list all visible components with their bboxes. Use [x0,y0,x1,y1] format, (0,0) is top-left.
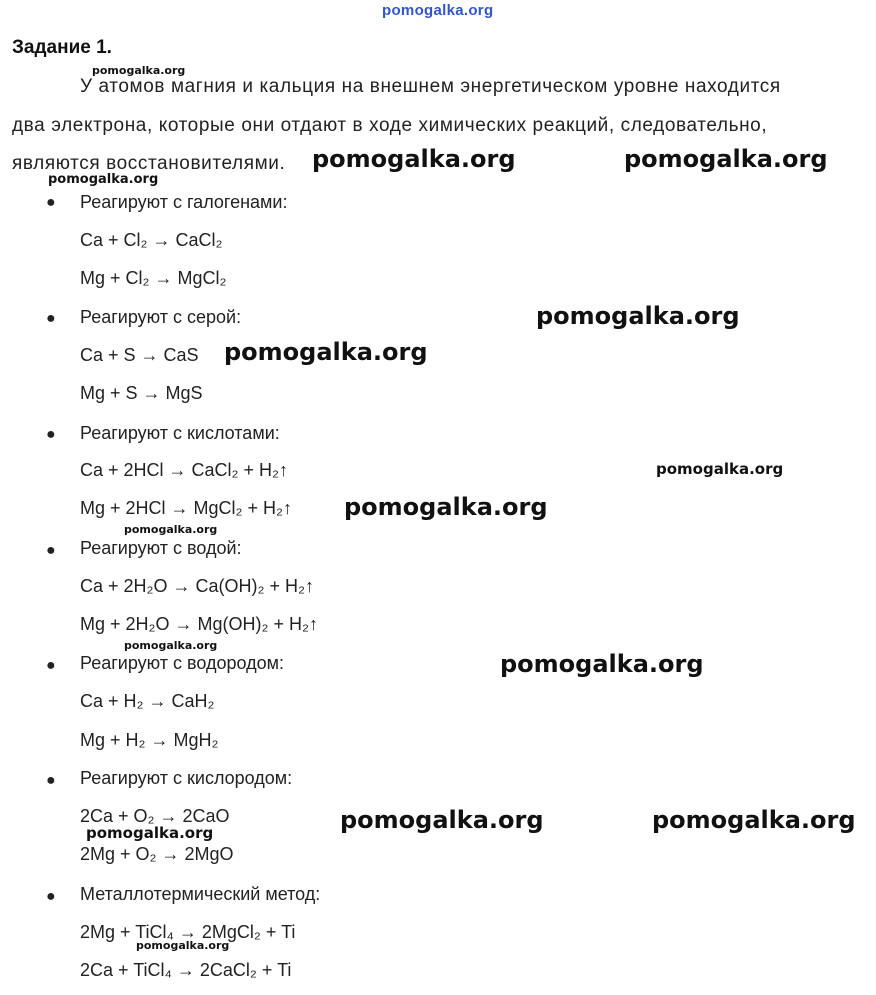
equation: 2Ca + TiCl₄ → 2CaCl₂ + Ti [80,960,292,980]
watermark: pomogalka.org [536,302,740,330]
bullet-icon: ● [46,542,56,559]
bullet-icon: ● [46,657,56,674]
section-heading-halogens: Реагируют с галогенами: [80,192,288,212]
equation: 2Ca + O₂ → 2CaO [80,806,230,826]
bullet-icon: ● [46,194,56,211]
equation: Mg + H₂ → MgH₂ [80,730,219,750]
watermark: pomogalka.org [656,460,784,478]
equation: Ca + 2H₂O → Ca(OH)₂ + H₂↑ [80,576,315,596]
equation: Ca + S → CaS [80,345,199,365]
site-label: pomogalka.org [382,2,494,19]
watermark: pomogalka.org [136,939,230,952]
section-heading-sulfur: Реагируют с серой: [80,307,242,327]
watermark: pomogalka.org [500,650,704,678]
bullet-icon: ● [46,772,56,789]
equation: Mg + 2H₂O → Mg(OH)₂ + H₂↑ [80,614,318,634]
paragraph-line-1: У атомов магния и кальция на внешнем энергетическом уровне находится [80,76,781,97]
equation: 2Mg + O₂ → 2MgO [80,844,234,864]
watermark: pomogalka.org [86,824,214,842]
watermark: pomogalka.org [624,145,828,173]
equation: 2Mg + TiCl₄ → 2MgCl₂ + Ti [80,922,296,942]
section-heading-metallothermy: Металлотермический метод: [80,884,321,904]
section-heading-water: Реагируют с водой: [80,538,242,558]
section-heading-hydrogen: Реагируют с водородом: [80,653,285,673]
task-title: Задание 1. [12,37,112,58]
equation: Mg + 2HCl → MgCl₂ + H₂↑ [80,498,293,518]
watermark: pomogalka.org [124,523,218,536]
watermark: pomogalka.org [652,806,856,834]
watermark: pomogalka.org [344,493,548,521]
equation: Ca + H₂ → CaH₂ [80,691,215,711]
watermark: pomogalka.org [92,64,186,77]
paragraph-line-3: являются восстановителями. [12,153,286,174]
paragraph-line-2: два электрона, которые они отдают в ходе химических реакций, следовательно, [12,115,768,136]
watermark: pomogalka.org [340,806,544,834]
bullet-icon: ● [46,888,56,905]
watermark: pomogalka.org [312,145,516,173]
watermark: pomogalka.org [48,172,159,187]
equation: Ca + Cl₂ → CaCl₂ [80,230,223,250]
equation: Mg + S → MgS [80,383,203,403]
watermark: pomogalka.org [224,338,428,366]
section-heading-oxygen: Реагируют с кислородом: [80,768,293,788]
equation: Ca + 2HCl → CaCl₂ + H₂↑ [80,460,289,480]
bullet-icon: ● [46,426,56,443]
section-heading-acids: Реагируют с кислотами: [80,423,280,443]
equation: Mg + Cl₂ → MgCl₂ [80,268,227,288]
watermark: pomogalka.org [124,639,218,652]
bullet-icon: ● [46,310,56,327]
